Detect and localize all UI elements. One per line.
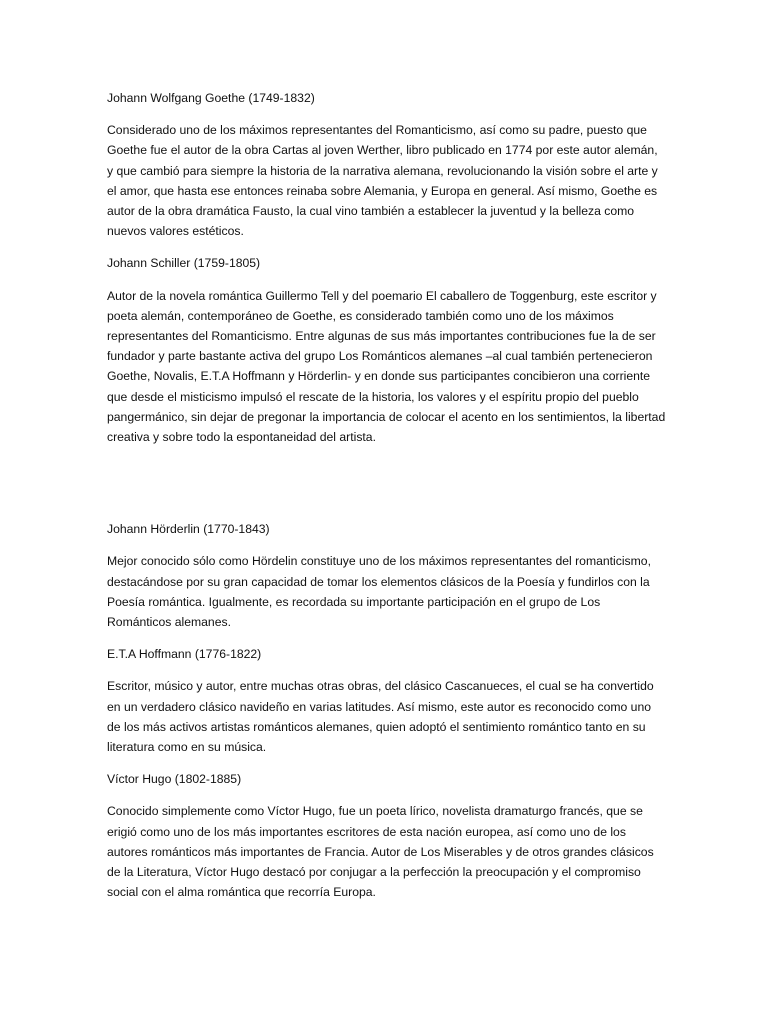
section-text-schiller: Autor de la novela romántica Guillermo Tell y del poemario El caballero de Toggenburg, este escritor y poeta alemán, contemporáneo de Goethe, es considerado también como uno de los máximos representantes del Romanticismo. Entre algunas de sus más importantes contribuciones fue la de ser fundador y parte bastante activa del grupo Los Románticos alemanes –al cual también pertenecieron Goethe, Novalis, E.T.A Hoffmann y Hörderlin- y en donde sus participantes concibieron una corriente que desde el misticismo impulsó el rescate de la historia, los valores y el espíritu propio del pueblo pangermánico, sin dejar de pregonar la importancia de colocar el acento en los sentimientos, la libertad creativa y sobre todo la espontaneidad del artista.: [107, 288, 666, 445]
section-text-hugo: Conocido simplemente como Víctor Hugo, fue un poeta lírico, novelista dramaturgo francés, que se erigió como uno de los más importantes escritores de esta nación europea, así como uno de los autores románticos más importantes de Francia. Autor de Los Miserables y de otros grandes clásicos de la Literatura, Víctor Hugo destacó por conjugar a la perfección la preocupación y el compromiso social con el alma romántica que recorría Europa.: [107, 804, 654, 900]
section-text-horderlin: Mejor conocido sólo como Hördelin constituye uno de los máximos representantes del romanticismo, destacándose por su gran capacidad de tomar los elementos clásicos de la Poesía y fundirlos con la Poesía romántica. Igualmente, es recordada su importante participación en el grupo de Los Románticos alemanes.: [107, 554, 651, 630]
section-heading-schiller: Johann Schiller (1759-1805): [107, 256, 261, 271]
section-heading-horderlin: Johann Hörderlin (1770-1843): [107, 522, 270, 537]
section-text-hoffmann: Escritor, músico y autor, entre muchas otras obras, del clásico Cascanueces, el cual se ha convertido en un verdadero clásico navideño en varias latitudes. Así mismo, este autor es reconocido como uno de los más activos artistas románticos alemanes, quien adoptó el sentimiento romántico tanto en su literatura como en su música.: [107, 679, 654, 755]
section-heading-hoffmann: E.T.A Hoffmann (1776-1822): [107, 647, 262, 662]
section-heading-goethe: Johann Wolfgang Goethe (1749-1832): [107, 91, 315, 105]
section-text-goethe: Considerado uno de los máximos representantes del Romanticismo, así como su padre, puesto que Goethe fue el autor de la obra Cartas al joven Werther, libro publicado en 1774 por este autor alemán, y que cambió para siempre la historia de la narrativa alemana, revolucionando la visión sobre el arte y el amor, que hasta ese entonces reinaba sobre Alemania, y Europa en general. Así mismo, Goethe es autor de la obra dramática Fausto, la cual vino también a establecer la juventud y la belleza como nuevos valores estéticos.: [107, 123, 658, 239]
blank-space: [107, 459, 667, 519]
document-page: [107, 88, 667, 915]
section-heading-hugo: Víctor Hugo (1802-1885): [107, 772, 242, 787]
